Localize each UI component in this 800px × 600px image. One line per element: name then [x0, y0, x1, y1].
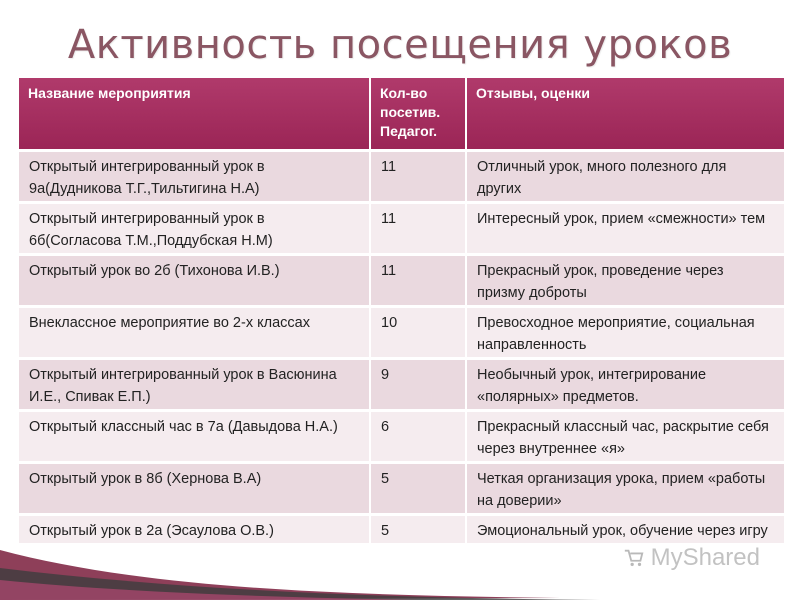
table-row: [19, 360, 784, 409]
review-cell: Отличный урок, много полезного для других: [467, 152, 784, 201]
count-cell: 5: [371, 516, 467, 543]
column-header-count: Кол-во посетив. Педагог.: [371, 78, 467, 149]
event-cell: Внеклассное мероприятие во 2-х классах: [19, 308, 371, 357]
review-cell: Эмоциональный урок, обучение через игру: [467, 516, 784, 543]
table-header-row: [19, 78, 784, 149]
count-cell: 11: [371, 152, 467, 201]
event-cell: Открытый урок во 2б (Тихонова И.В.): [19, 256, 371, 305]
count-cell: 6: [371, 412, 467, 461]
review-cell: Четкая организация урока, прием «работы на доверии»: [467, 464, 784, 513]
event-cell: Открытый урок в 2а (Эсаулова О.В.): [19, 516, 371, 543]
events-table: [19, 75, 784, 546]
count-cell: 10: [371, 308, 467, 357]
table-row: [19, 204, 784, 253]
page-title: Активность посещения уроков: [67, 22, 733, 68]
count-cell: 11: [371, 256, 467, 305]
watermark: [623, 544, 760, 572]
watermark-text: MyShared: [650, 544, 760, 571]
review-cell: Прекрасный классный час, раскрытие себя через внутреннее «я»: [467, 412, 784, 461]
cart-icon: [623, 547, 645, 569]
count-cell: 9: [371, 360, 467, 409]
event-cell: Открытый урок в 8б (Хернова В.А): [19, 464, 371, 513]
table-row: [19, 152, 784, 201]
column-header-review: Отзывы, оценки: [467, 78, 784, 149]
review-cell: Прекрасный урок, проведение через призму доброты: [467, 256, 784, 305]
count-cell: 11: [371, 204, 467, 253]
table-row: [19, 464, 784, 513]
review-cell: Превосходное мероприятие, социальная направленность: [467, 308, 784, 357]
event-cell: Открытый интегрированный урок в 6б(Согласова Т.М.,Поддубская Н.М): [19, 204, 371, 253]
table-row: [19, 256, 784, 305]
review-cell: Интересный урок, прием «смежности» тем: [467, 204, 784, 253]
table-row: [19, 412, 784, 461]
count-cell: 5: [371, 464, 467, 513]
event-cell: Открытый интегрированный урок в Васюнина И.Е., Спивак Е.П.): [19, 360, 371, 409]
table-row: [19, 308, 784, 357]
table-row: [19, 516, 784, 543]
event-cell: Открытый интегрированный урок в 9а(Дудникова Т.Г.,Тильтигина Н.А): [19, 152, 371, 201]
column-header-event: Название мероприятия: [19, 78, 371, 149]
event-cell: Открытый классный час в 7а (Давыдова Н.А.): [19, 412, 371, 461]
review-cell: Необычный урок, интегрирование «полярных» предметов.: [467, 360, 784, 409]
